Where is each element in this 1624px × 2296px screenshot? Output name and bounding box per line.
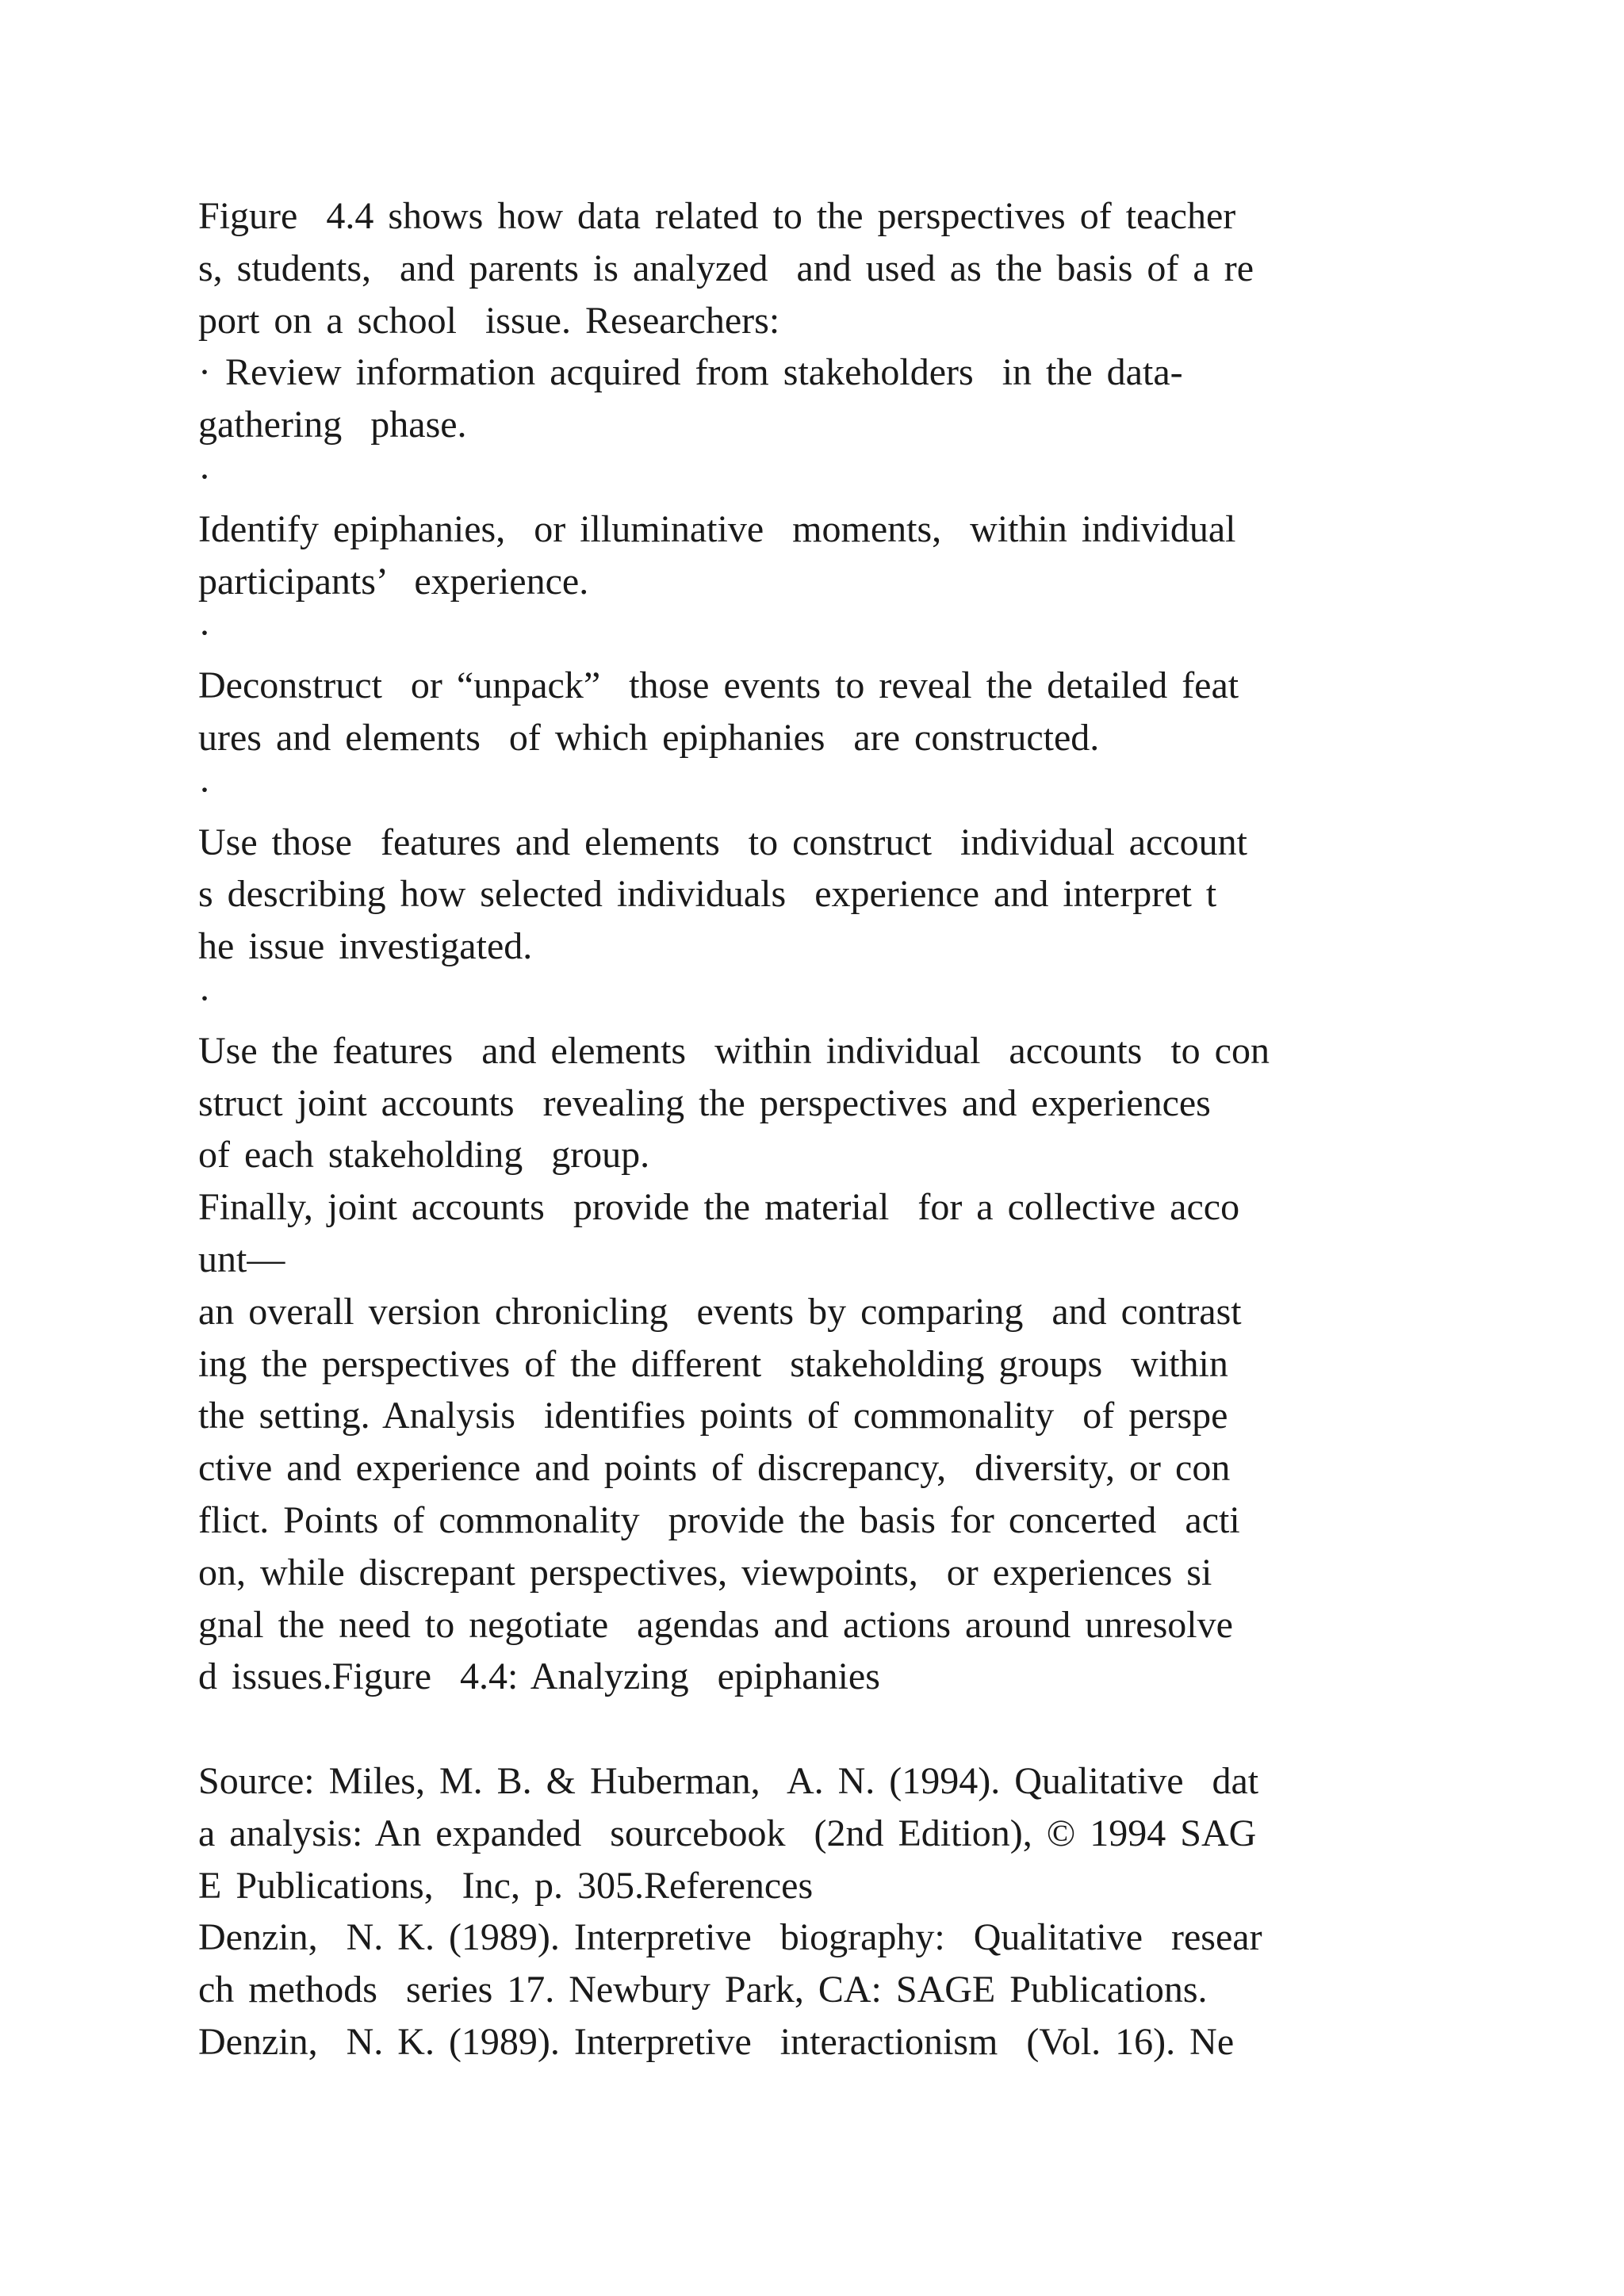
text-line-14: s describing how selected individuals experience and interpret t [198, 873, 1217, 916]
reference-line-2: ch methods series 17. Newbury Park, CA: SAGE Publications. [198, 1969, 1208, 2011]
reference-line-1: Denzin, N. K. (1989). Interpretive biography: Qualitative resear [198, 1916, 1262, 1959]
text-line-27: on, while discrepant perspectives, viewpoints, or experiences si [198, 1551, 1212, 1594]
source-line-1: Source: Miles, M. B. & Huberman, A. N. (1994). Qualitative dat [198, 1759, 1259, 1802]
bullet-line-12: · [198, 768, 211, 811]
text-line-24: the setting. Analysis identifies points of commonality of perspe [198, 1395, 1228, 1437]
bullet-line-9: · [198, 612, 211, 655]
blank-line [198, 1703, 1451, 1755]
text-line-26: flict. Points of commonality provide the basis for concerted acti [198, 1498, 1240, 1541]
text-line-28: gnal the need to negotiate agendas and actions around unresolve [198, 1603, 1233, 1646]
source-line-2: a analysis: An expanded sourcebook (2nd Edition), © 1994 SAG [198, 1812, 1257, 1854]
text-line-17: Use the features and elements within individual accounts to con [198, 1029, 1270, 1072]
bullet-line-16: · [198, 977, 211, 1020]
text-line-15: he issue investigated. [198, 925, 533, 968]
bullet-line-6: · [198, 455, 211, 498]
text-line-25: ctive and experience and points of discrepancy, diversity, or con [198, 1447, 1231, 1490]
text-line-20: Finally, joint accounts provide the material for a collective acco [198, 1186, 1240, 1229]
text-line-7: Identify epiphanies, or illuminative moments, within individual [198, 507, 1236, 550]
document-page [198, 190, 1451, 2068]
text-line-8: participants’ experience. [198, 560, 589, 603]
text-line-4: · Review information acquired from stakeholders in the data- [198, 351, 1183, 394]
text-line-21: unt— [198, 1238, 285, 1280]
text-line-13: Use those features and elements to construct individual account [198, 821, 1247, 863]
text-line-23: ing the perspectives of the different stakeholding groups within [198, 1342, 1228, 1385]
reference-line-3: Denzin, N. K. (1989). Interpretive interactionism (Vol. 16). Ne [198, 2020, 1235, 2063]
text-line-10: Deconstruct or “unpack” those events to reveal the detailed feat [198, 664, 1239, 707]
text-line-22: an overall version chronicling events by comparing and contrast [198, 1290, 1242, 1333]
text-line-1: Figure 4.4 shows how data related to the perspectives of teacher [198, 195, 1236, 237]
text-line-2: s, students, and parents is analyzed and used as the basis of a re [198, 247, 1254, 289]
text-line-3: port on a school issue. Researchers: [198, 299, 780, 342]
text-line-11: ures and elements of which epiphanies are constructed. [198, 716, 1100, 759]
text-line-5: gathering phase. [198, 404, 467, 446]
text-line-18: struct joint accounts revealing the perspectives and experiences [198, 1081, 1211, 1124]
figure-caption-line: d issues.Figure 4.4: Analyzing epiphanies [198, 1655, 880, 1698]
text-line-19: of each stakeholding group. [198, 1134, 650, 1177]
source-line-3: E Publications, Inc, p. 305.References [198, 1864, 814, 1907]
